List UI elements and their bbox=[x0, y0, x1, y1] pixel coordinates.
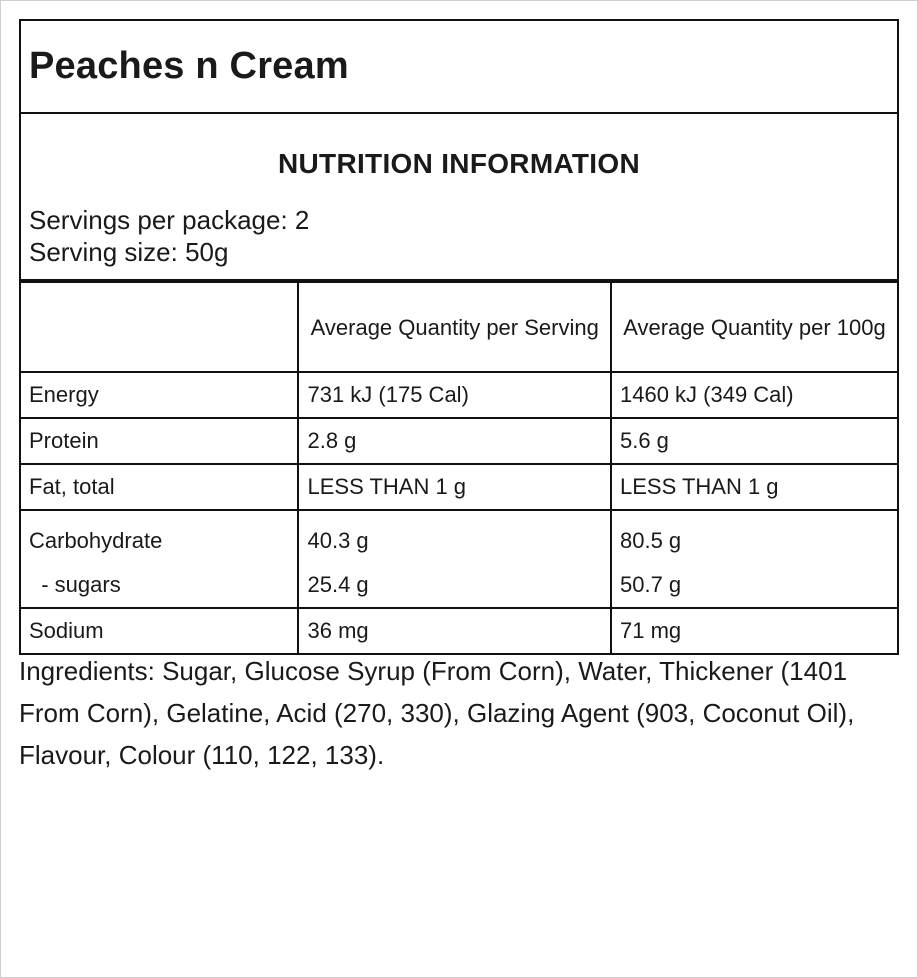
table-row bbox=[20, 418, 898, 464]
sodium-per-100g: 71 mg bbox=[611, 608, 898, 654]
carbohydrate-per-serving: 40.3 g bbox=[307, 528, 369, 553]
protein-per-100g: 5.6 g bbox=[611, 418, 898, 464]
row-label-energy: Energy bbox=[20, 372, 298, 418]
table-row bbox=[20, 510, 898, 608]
serving-size: Serving size: 50g bbox=[29, 237, 229, 267]
energy-per-serving: 731 kJ (175 Cal) bbox=[298, 372, 611, 418]
carbohydrate-per-100g: 80.5 g bbox=[619, 528, 682, 553]
carbohydrate-label: Carbohydrate bbox=[29, 528, 163, 553]
sugars-per-serving: 25.4 g bbox=[307, 572, 369, 597]
nutrition-info-box bbox=[19, 114, 899, 281]
nutrition-panel bbox=[19, 19, 899, 655]
carbohydrate-per-100g-cell bbox=[611, 510, 898, 608]
fat-per-serving: LESS THAN 1 g bbox=[298, 464, 611, 510]
table-row bbox=[20, 608, 898, 654]
header-cell-empty bbox=[20, 282, 298, 372]
table-row bbox=[20, 464, 898, 510]
header-per-serving: Average Quantity per Serving bbox=[298, 282, 611, 372]
carbohydrate-per-serving-cell bbox=[298, 510, 611, 608]
energy-per-100g: 1460 kJ (349 Cal) bbox=[611, 372, 898, 418]
product-title: Peaches n Cream bbox=[29, 45, 349, 87]
ingredients-text: Ingredients: Sugar, Glucose Syrup (From Corn), Water, Thickener (1401 From Corn), Gelatine, Acid (270, 330), Glazing Agent (903, Coconut Oil), Flavour, Colour (110, 122, 133). bbox=[19, 656, 855, 770]
table-row bbox=[20, 372, 898, 418]
header-per-100g: Average Quantity per 100g bbox=[611, 282, 898, 372]
table-header-row bbox=[20, 282, 898, 372]
row-label-carbohydrate bbox=[20, 510, 298, 608]
row-label-fat: Fat, total bbox=[20, 464, 298, 510]
protein-per-serving: 2.8 g bbox=[298, 418, 611, 464]
nutrition-heading: NUTRITION INFORMATION bbox=[278, 148, 640, 179]
sugars-label: - sugars bbox=[29, 572, 121, 597]
row-label-sodium: Sodium bbox=[20, 608, 298, 654]
row-label-protein: Protein bbox=[20, 418, 298, 464]
sugars-per-100g: 50.7 g bbox=[619, 572, 682, 597]
servings-per-package: Servings per package: 2 bbox=[29, 205, 310, 235]
fat-per-100g: LESS THAN 1 g bbox=[611, 464, 898, 510]
product-title-box bbox=[19, 19, 899, 114]
sodium-per-serving: 36 mg bbox=[298, 608, 611, 654]
nutrition-table bbox=[19, 281, 899, 655]
